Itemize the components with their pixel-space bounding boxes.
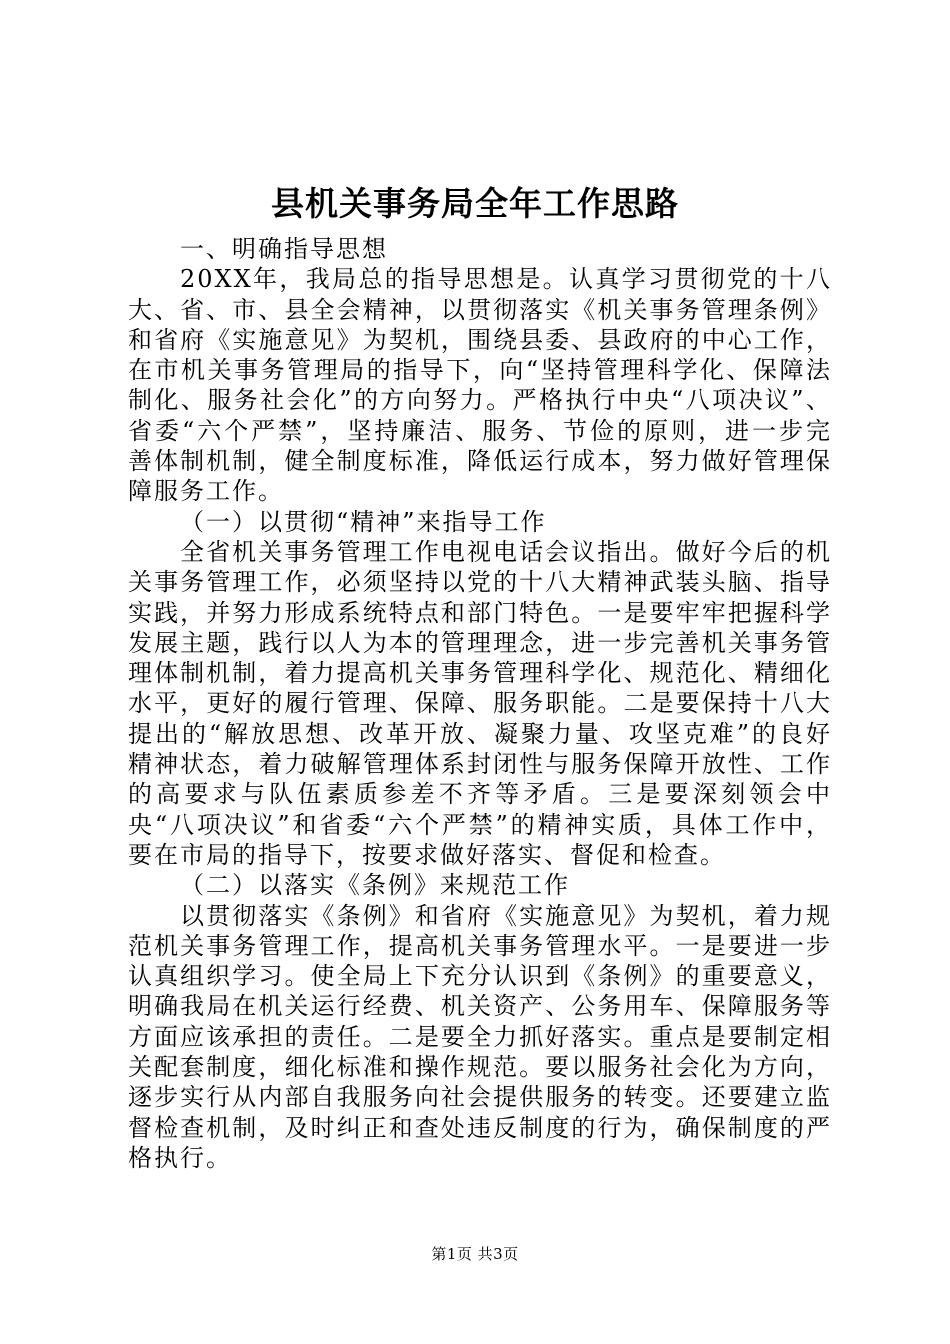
body-paragraph: 20XX年，我局总的指导思想是。认真学习贯彻党的十八大、省、市、县全会精神，以贯彻落实《机关事务管理条例》和省府《实施意见》为契机，围绕县委、县政府的中心工作，在市机关事务管理局的指导下，向“坚持管理科学化、保障法制化、服务社会化”的方向努力。严格执行中央“八项决议”、省委“六个严禁”，坚持廉洁、服务、节俭的原则，进一步完善体制机制，健全制度标准，降低运行成本，努力做好管理保障服务工作。 [128, 265, 832, 506]
body-paragraph: 以贯彻落实《条例》和省府《实施意见》为契机，着力规范机关事务管理工作，提高机关事务管理水平。一是要进一步认真组织学习。使全局上下充分认识到《条例》的重要意义，明确我局在机关运行经费、机关资产、公务用车、保障服务等方面应该承担的责任。二是要全力抓好落实。重点是要制定相关配套制度，细化标准和操作规范。要以服务社会化为方向，逐步实行从内部自我服务向社会提供服务的转变。还要建立监督检查机制，及时纠正和查处违反制度的行为，确保制度的严格执行。 [128, 901, 832, 1172]
section-heading-guiding-thought: 一、明确指导思想 [180, 235, 388, 263]
subsection-heading-regulations: （二）以落实《条例》来规范工作 [180, 871, 570, 900]
document-title: 县机关事务局全年工作思路 [271, 184, 679, 223]
body-paragraph: 全省机关事务管理工作电视电话会议指出。做好今后的机关事务管理工作，必须坚持以党的十八大精神武装头脑、指导实践，并努力形成系统特点和部门特色。一是要牢牢把握科学发展主题，践行以人为本的管理理念，进一步完善机关事务管理体制机制，着力提高机关事务管理科学化、规范化、精细化水平，更好的履行管理、保障、服务职能。二是要保持十八大提出的“解放思想、改革开放、凝聚力量、攻坚克难”的良好精神状态，着力破解管理体系封闭性与服务保障开放性、工作的高要求与队伍素质参差不齐等矛盾。三是要深刻领会中央“八项决议”和省委“六个严禁”的精神实质，具体工作中，要在市局的指导下，按要求做好落实、督促和检查。 [128, 537, 832, 869]
document-body [128, 234, 832, 1173]
page-number-footer: 第1页 共3页 [431, 1245, 519, 1263]
subsection-heading-spirit: （一）以贯彻“精神”来指导工作 [180, 507, 547, 536]
